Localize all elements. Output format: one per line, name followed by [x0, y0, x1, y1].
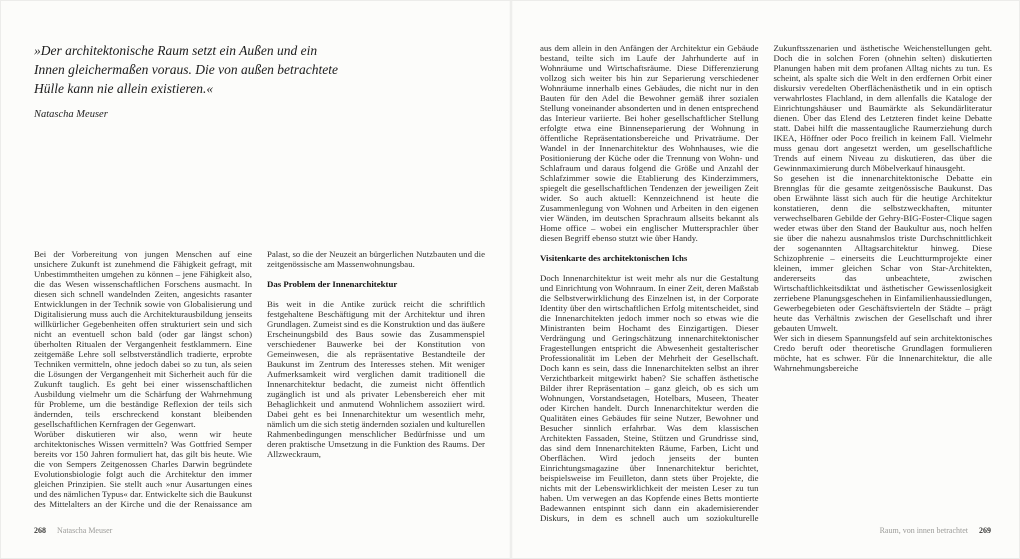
paragraph: So gesehen ist die innenarchitektonische Debatte ein Brennglas für die gesamte zeitgenössische Baukunst. Das oben Erwähnte lässt sich auch für die heutige Architektur konstatieren, denn die selbstzweckhaften, mitunter verwechselbaren Gebilde der Gehry-BIG-Foster-Clique sagen weder etwas über den Stand der Baukultur aus, noch helfen sie über die nahezu ausnahmslos triste Durchschnittlichkeit der sogenannten Alltagsarchitektur hinweg. Diese Schizophrenie – einerseits die Leuchtturmprojekte einer kleinen, immer gleichen Schar von Star-Architekten, andererseits das unbeachtete, zwischen Wirtschaftlichkeitsdiktat und ästhetischer Gewissenlosigkeit zerriebene Planungsgeschehen in Einfamilienhaussiedlungen, Gewerbegebieten oder Geschäftsvierteln der Städte – prägt heute das Verhältnis zwischen der Gesellschaft und ihrer gebauten Umwelt.	[773, 173, 992, 333]
section-heading-visitenkarte: Visitenkarte des architektonischen Ichs	[540, 253, 688, 263]
left-page-number: 268	[34, 526, 46, 535]
left-page-footer	[34, 526, 112, 536]
page-right	[511, 1, 1020, 558]
right-page-columns	[540, 43, 992, 523]
right-running-title: Raum, von innen betrachtet	[879, 526, 968, 535]
quote-attribution: Natascha Meuser	[34, 109, 108, 120]
left-page-columns	[34, 249, 485, 525]
left-running-title: Natascha Meuser	[57, 526, 113, 535]
paragraph: Wer sich in diesem Spannungsfeld auf sein architektonisches Credo beruft oder theoretische Grundlagen formulieren möchte, hat es schwer. Für die Innenarchitektur, die alle Wahrnehmungsbereiche	[773, 333, 992, 373]
section-heading-innenarchitektur: Das Problem der Innenarchitektur	[267, 279, 398, 289]
quote-text: »Der architektonische Raum setzt ein Außen und ein Innen gleichermaßen voraus. Die von außen betrachtete Hülle kann nie allein existieren.«	[34, 43, 339, 96]
paragraph: Worüber diskutieren wir also, wenn wir heute architektonisches Wissen vermitteln? Was Gottfried Semper bereits vor 150 Jahren formuliert hat, das gilt bis heute. Wie die von Sempers Zeitgenossen Charles Darwin begründete Evolutionsbiologie folgt auch die Architektur den immer gleichen Prinzipien. Sie stellt auch »nur Ausartungen eines und des nämlichen Typus« dar. Entwickelte sich die Baukunst des Mittelalters an der Kirche und die der Renaissance am Palast, so die der Neuzeit an bürgerlichen Nutzbauten und die zeitgenössische am Massenwohnungsbau.	[34, 249, 485, 509]
page-left	[1, 1, 511, 558]
right-page-number: 269	[979, 526, 991, 535]
right-page-footer	[880, 526, 991, 536]
paragraph: Doch Innenarchitektur ist weit mehr als nur die Gestaltung und Einrichtung von Wohnraum. In einer Zeit, deren Maßstab die Selbstverwirklichung des Einzelnen ist, in der Corporate Identity über den wirtschaftlichen Erfolg mitentscheidet, sind die Innenarchitekten jedoch immer noch so etwas wie die Ministranten beim Hochamt des Einzigartigen. Dieser Verdrängung und Geringschätzung innenarchitektonischer Fragestellungen entspricht die Abwesenheit gestalterischer Professionalität im Leben der Mehrheit der Gesellschaft. Doch kann es sein, dass die Innenarchitekten selbst an ihrer Verzichtbarkeit mitgewirkt haben? Sie schaffen ästhetische Bilder ihrer Repräsentation – ganz gleich, ob es sich um Wohnungen, Vorstandsetagen, Hotelbars, Museen, Theater oder Kirchen handelt. Durch Innenarchitektur werden die Qualitäten eines Gebäudes für seine Nutzer, Bewohner und Besucher sinnlich erfahrbar. Was dem klassischen Architekten Fassaden, Steine, Stützen und Grundrisse sind, das sind dem Innenarchitekten Räume, Farben, Licht und Oberflächen. Wird jedoch jenseits der bunten Einrichtungsmagazine über Innenarchitektur berichtet, beispielsweise im Feuilleton, dann stets über Projekte, die nichts mit der Lebenswirklichkeit der meisten Leser zu tun haben. Um verwegen an das Kopfende eines Betts montierte Badewannen entspinnt sich dann ein akademisierender Diskurs, in dem es schnell auch um soziokulturelle Zukunftsszenarien und ästhetische Weichenstellungen geht. Doch die in solchen Foren (ohnehin selten) diskutierten Planungen haben mit dem profanen Alltag nichts zu tun. Es scheint, als spalte sich die Welt in den erdfernen Orbit einer diskursiv veredelten Oberflächenästhetik und in ein optisch verwahrlostes Flachland, in dem allenfalls die Kataloge der Einrichtungshäuser und Baumärkte als Sekundärliteratur dienen. Über das Elend des Letzteren findet keine Debatte statt. Dabei hilft die massentaugliche Raumerziehung durch IKEA, Höffner oder Poco freilich in keinem Fall. Vielmehr muss genau dort angesetzt werden, um gesellschaftliche Trends auf einem Niveau zu diskutieren, das über die Gewinnmaximierung durch Möbelverkauf hinausgeht.	[540, 43, 992, 523]
paragraph: aus dem allein in den Anfängen der Architektur ein Gebäude bestand, teilte sich im Laufe der Jahrhunderte auf in Wohnräume und Wirtschaftsräume. Diese Differenzierung vollzog sich weiter bis hin zur Separierung verschiedener Wohnräume innerhalb eines Gebäudes, die nicht nur in den Bauten für den Adel die Bewohner gemäß ihrer sozialen Stellung voneinander absonderten und in denen entsprechend das Interieur variierte. Bei hoher gesellschaftlicher Stellung erfolgte etwa eine Binnenseparierung der Wohnung in öffentliche Repräsentationsbereiche und Privaträume. Der Wandel in der Innenarchitektur des Wohnhauses, wie die Positionierung der Küche oder die Trennung von Wohn- und Schlafraum und daraus folgend die Größe und Anzahl der Schlafzimmer sowie die Etablierung des Kinderzimmers, spiegelt die gesellschaftlichen Tendenzen der jeweiligen Zeit wider. So auch aktuell: Kennzeichnend ist heute die Zusammenlegung von Wohnen und Arbeiten in den eigenen vier Wänden, im deutschen Sprachraum allseits bekannt als Home office – wobei ein englischer Muttersprachler über diesen Begriff ebenso stutzt wie über Handy.	[540, 43, 759, 243]
paragraph: Bei der Vorbereitung von jungen Menschen auf eine unsichere Zukunft ist zunehmend die Fähigkeit gefragt, mit Unbestimmtheiten umgehen zu können – jene Fähigkeit also, die das Wesen wissenschaftlichen Forschens ausmacht. In diesen sich schnell wandelnden Zeiten, angesichts rasanter Entwicklungen in der Technik sowie von Globalisierung und Digitalisierung muss auch die Architekturausbildung jenseits willkürlicher Gegebenheiten offen strukturiert sein und sich nicht an eventuell schon bald (oder gar längst schon) überholten Ritualen der Vergangenheit festklammern. Eine zeitgemäße Lehre soll selbstverständlich tradierte, erprobte Techniken vermitteln, ohne jedoch dabei so zu tun, als seien die Lösungen der Vergangenheit mit Sicherheit auch für die Zukunft tauglich. Es geht bei einer wissenschaftlichen Ausbildung vielmehr um die Schärfung der Wahrnehmung für Probleme, um die beständige Reflexion der teils sich ändernden, teils erschreckend konstant bleibenden gesellschaftlichen Kernfragen der Gegenwart.	[34, 249, 252, 429]
paragraph: Bis weit in die Antike zurück reicht die schriftlich festgehaltene Beschäftigung mit der Architektur und ihren Grundlagen. Zumeist sind es die Konstruktion und das äußere Erscheinungsbild des Baus sowie das Zusammenspiel verschiedener Bauwerke bei der Konstitution von Gemeinwesen, die als repräsentative Bestandteile der Baukunst im Zentrum des Interesses stehen. Mit weniger Aufmerksamkeit wird verglichen damit traditionell die Innenarchitektur bedacht, die zumeist nicht öffentlich zugänglich ist und als privater Lebensbereich eher mit Behaglichkeit und anmutend Wohnlichem assoziiert wird. Dabei geht es bei Innenarchitektur um wesentlich mehr, nämlich um die sich stetig ändernden sozialen und kulturellen Rahmenbedingungen menschlicher Bedürfnisse und um deren praktische Umsetzung in die Funktion des Raums. Der Allzweckraum,	[267, 299, 485, 459]
pull-quote	[34, 41, 339, 122]
